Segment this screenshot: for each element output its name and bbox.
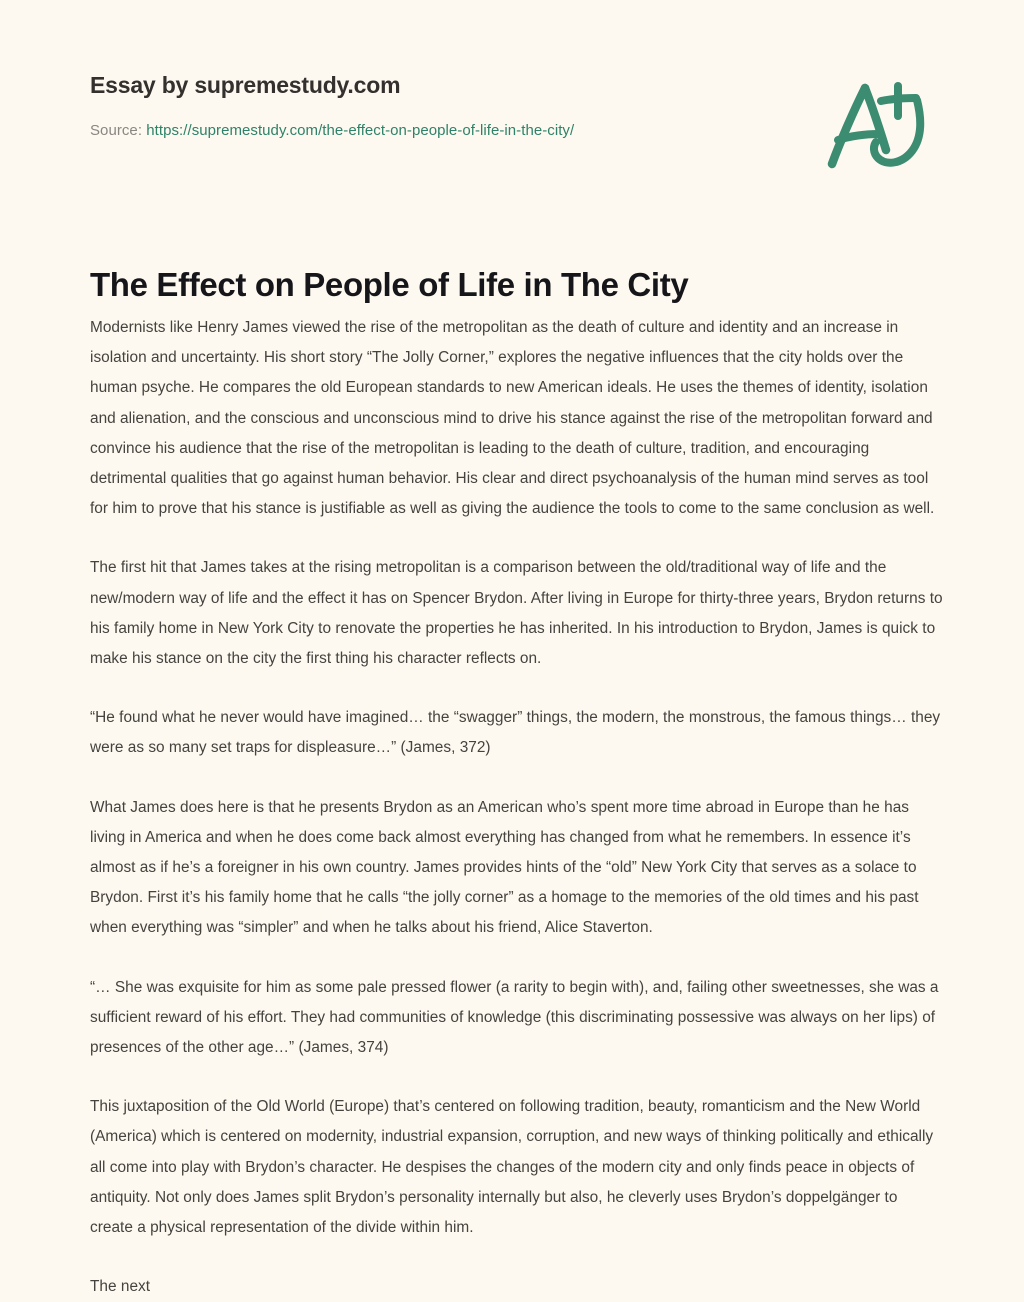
brand-byline: Essay by supremestudy.com	[90, 72, 401, 98]
paragraph: What James does here is that he presents Brydon as an American who’s spent more time abroad in Europe than he has living in America and when he does come back almost everything has changed from what he remembers. In essence it’s almost as if he’s a foreigner in his own country. James provides hints of the “old” New York City that serves as a solace to Brydon. First it’s his family home that he calls “the jolly corner” as a homage to the memories of the old times and his past when everything was “simpler” and when he talks about his friend, Alice Staverton.	[90, 798, 919, 937]
source-label: Source:	[90, 122, 147, 139]
quote-paragraph: “… She was exquisite for him as some pale pressed flower (a rarity to begin with), and, failing other sweetnesses, she was a sufficient reward of his effort. They had communities of knowledge (this discriminating possessive was always on her lips) of presences of the other age…” (James, 374)	[90, 978, 939, 1057]
paragraph-truncated: The next	[90, 1278, 151, 1296]
paragraph: The first hit that James takes at the rising metropolitan is a comparison between the old/traditional way of life and the new/modern way of life and the effect it has on Spencer Brydon. After living in Europe for thirty-three years, Brydon returns to his family home in New York City to renovate the properties he has inherited. In his introduction to Brydon, James is quick to make his stance on the city the first thing his character reflects on.	[90, 559, 943, 668]
a-plus-logo	[818, 72, 936, 170]
quote-paragraph: “He found what he never would have imagined… the “swagger” things, the modern, the monstrous, the famous things… they were as so many set traps for displeasure…” (James, 372)	[90, 709, 941, 757]
paragraph: This juxtaposition of the Old World (Europe) that’s centered on following tradition, beauty, romanticism and the New World (America) which is centered on modernity, industrial expansion, corruption, and new ways of thinking politically and ethically all come into play with Brydon’s character. He despises the changes of the modern city and only finds peace in objects of antiquity. Not only does James split Brydon’s personality internally but also, he cleverly uses Brydon’s doppelgänger to create a physical representation of the divide within him.	[90, 1098, 934, 1237]
essay-body	[90, 313, 943, 1302]
page-title: The Effect on People of Life in The City	[90, 266, 689, 304]
source-line	[90, 122, 574, 139]
paragraph: Modernists like Henry James viewed the rise of the metropolitan as the death of culture and identity and an increase in isolation and uncertainty. His short story “The Jolly Corner,” explores the negative influences that the city holds over the human psyche. He compares the old European standards to new American ideals. He uses the themes of identity, isolation and alienation, and the conscious and unconscious mind to drive his stance against the rise of the metropolitan forward and convince his audience that the rise of the metropolitan is leading to the death of culture, tradition, and encouraging detrimental qualities that go against human behavior. His clear and direct psychoanalysis of the human mind serves as tool for him to prove that his stance is justifiable as well as giving the audience the tools to come to the same conclusion as well.	[90, 319, 935, 518]
page-header	[0, 0, 1024, 200]
source-url-link[interactable]: https://supremestudy.com/the-effect-on-people-of-life-in-the-city/	[146, 122, 575, 139]
a-plus-logo-icon	[818, 72, 936, 170]
